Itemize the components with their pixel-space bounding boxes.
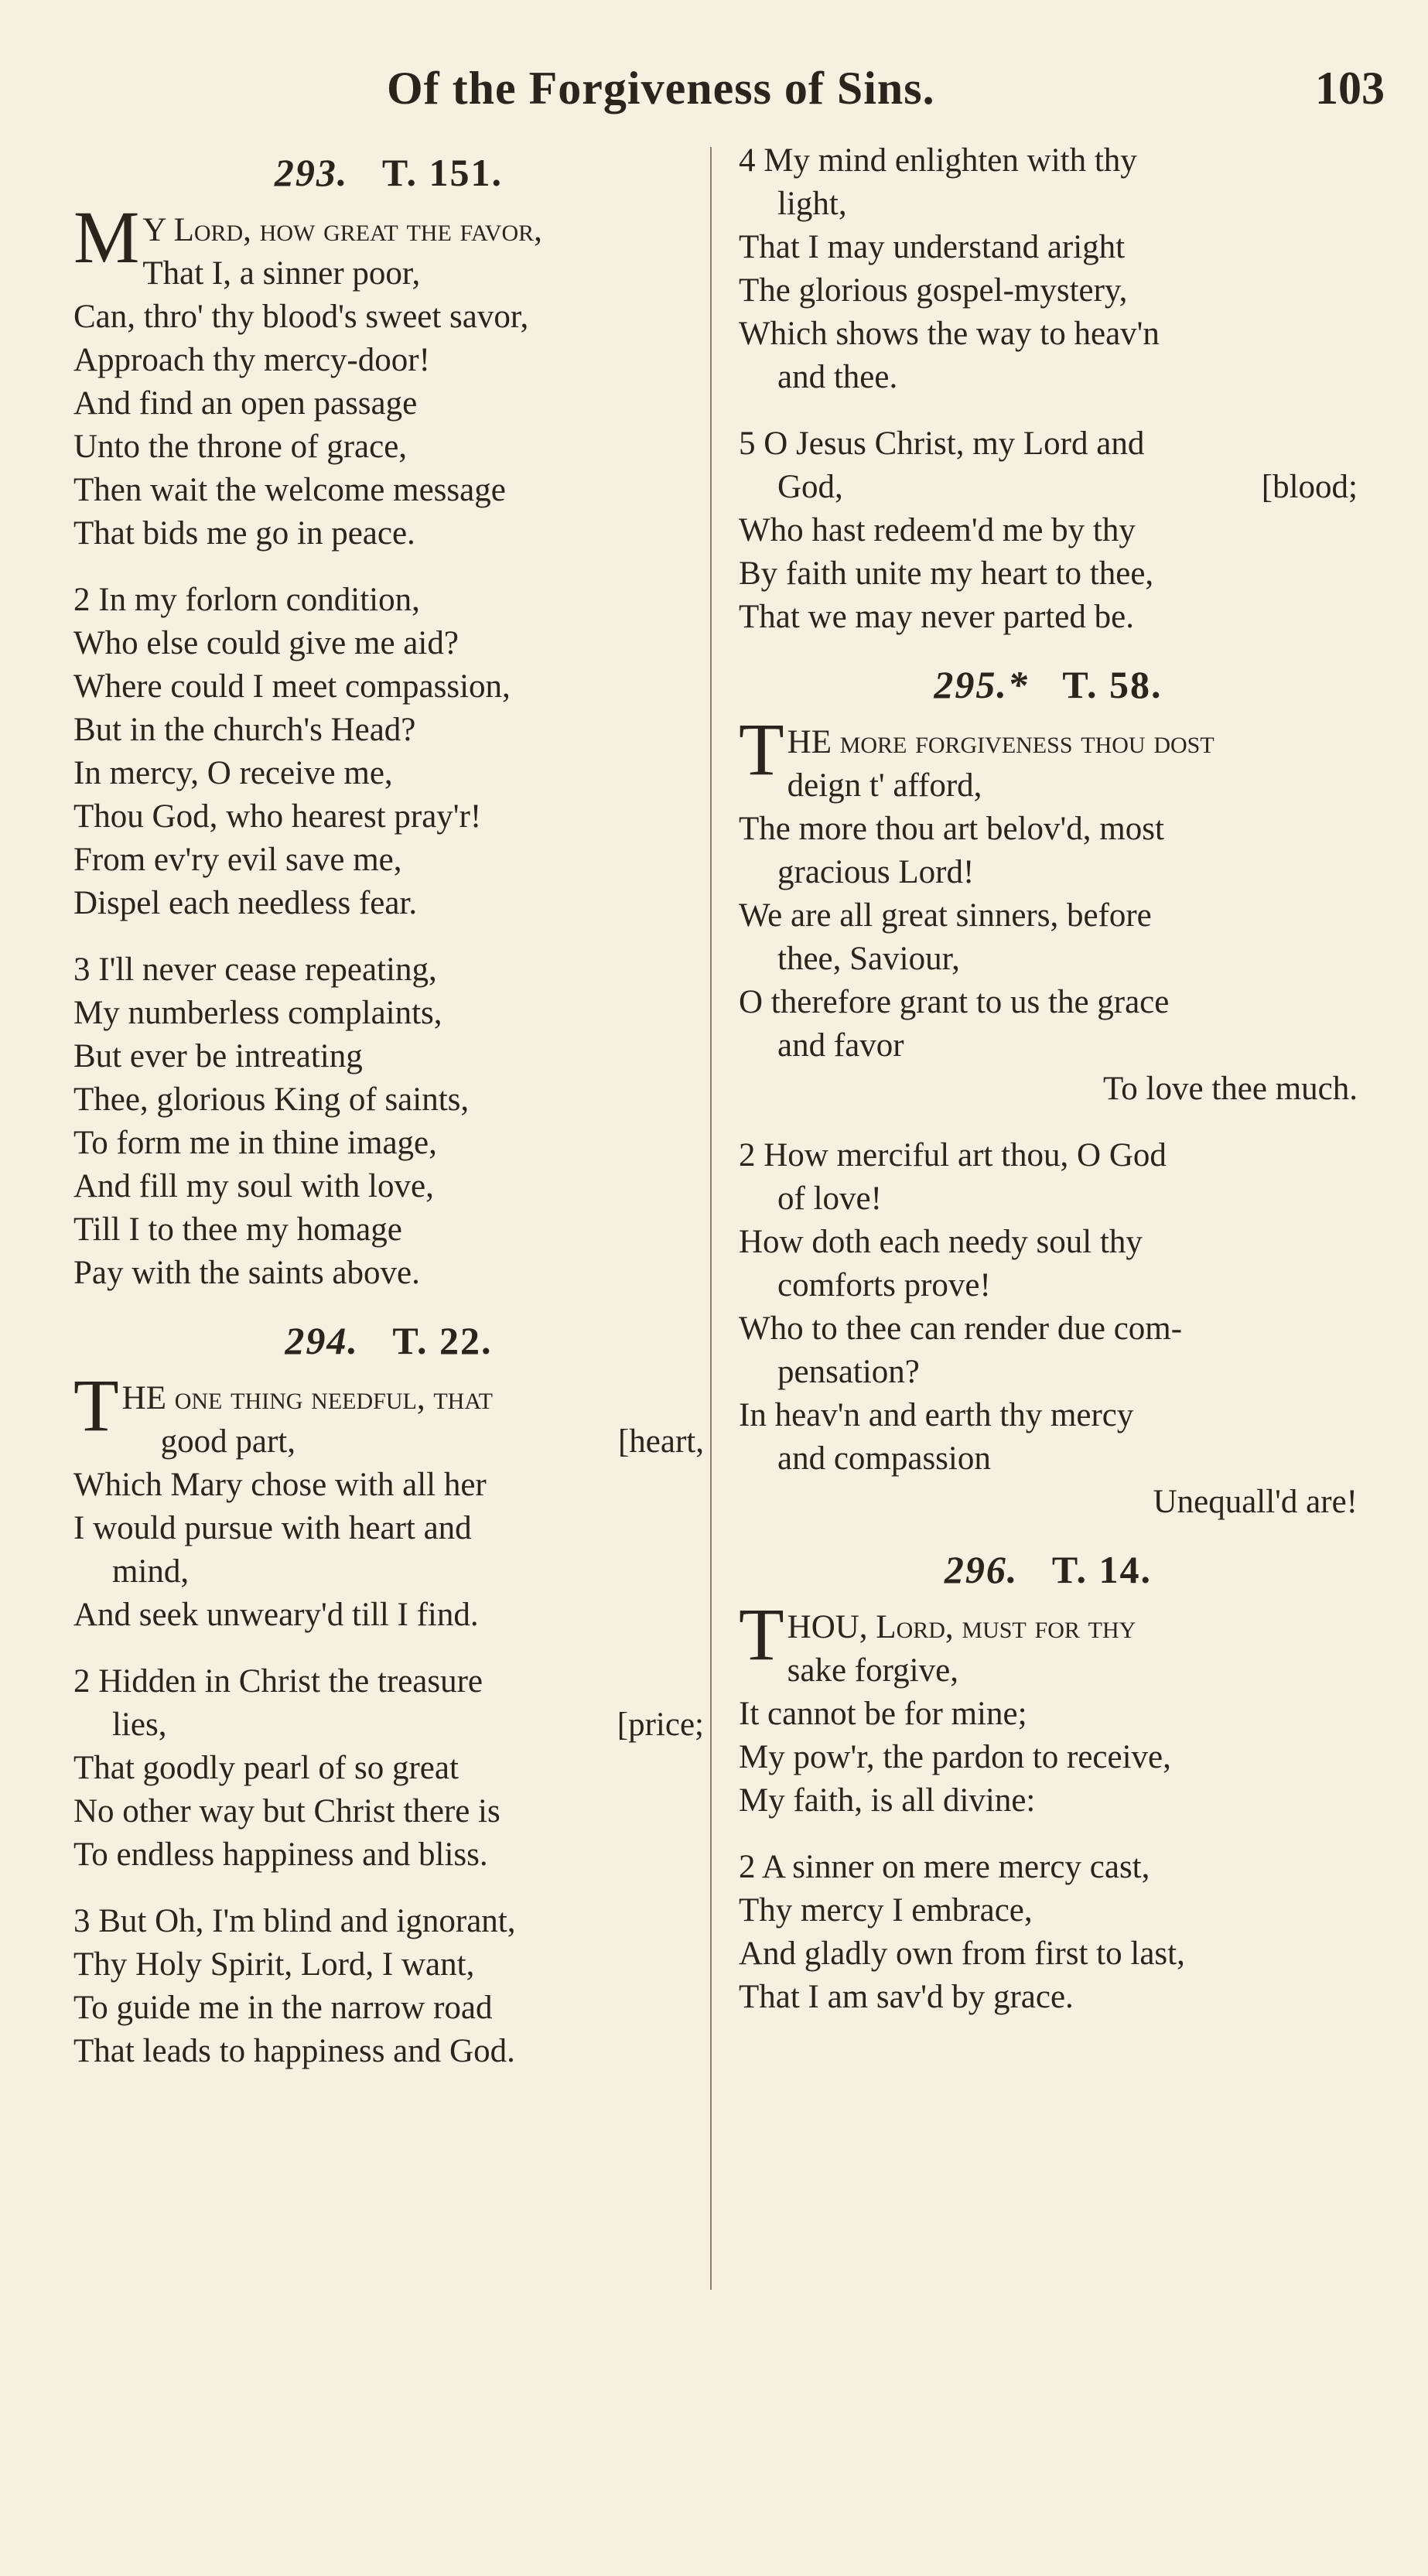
hymn-294-verse-2 [73,1660,704,1877]
verse-line: Thee, glorious King of saints, [73,1081,470,1118]
verse-line: My faith, is all divine: [739,1782,1036,1819]
hymn-number: 294. [285,1319,359,1362]
hymn-293-verse-3 [73,948,704,1295]
verse-line: But ever be intreating [73,1038,363,1074]
verse-line: That I may understand aright [739,229,1126,265]
verse-line: Y Lord, how great the favor, [142,212,542,248]
tune-number: T. 22. [392,1319,493,1362]
verse-line: good part, [160,1423,296,1460]
verse-line-bracket: [blood; [1261,469,1358,505]
verse-line: HOU, Lord, must for thy [787,1609,1136,1645]
verse-line: 2 In my forlorn condition, [73,582,420,618]
right-column [739,139,1358,2042]
hymn-number: 295.* [934,663,1029,706]
verse-line: HE one thing needful, that [121,1380,493,1416]
hymn-294-verse-3 [73,1900,704,2073]
verse-line: lies, [112,1707,167,1743]
hymn-heading-295 [739,662,1358,707]
verse-line: I would pursue with heart and [73,1510,472,1546]
verse-line: pensation? [777,1354,920,1390]
page-header [0,54,1428,124]
hymn-heading-293 [73,150,704,195]
drop-cap: T [739,708,784,791]
drop-cap: M [73,196,140,278]
verse-line: 4 My mind enlighten with thy [739,142,1137,179]
verse-line: sake forgive, [787,1652,958,1689]
verse-line: And find an open passage [73,385,418,422]
verse-line: And gladly own from first to last, [739,1935,1185,1972]
verse-line: The more thou art belov'd, most [739,811,1164,847]
verse-line: Dispel each needless fear. [73,885,418,921]
verse-line: Who else could give me aid? [73,625,459,661]
verse-line: of love! [777,1180,882,1217]
tune-number: T. 14. [1051,1548,1153,1591]
hymn-296-verse-2 [739,1846,1358,2019]
verse-line: No other way but Christ there is [73,1793,500,1830]
verse-line: The glorious gospel-mystery, [739,272,1128,309]
verse-line: It cannot be for mine; [739,1696,1027,1732]
hymn-number: 296. [944,1548,1019,1591]
verse-line: My numberless complaints, [73,995,442,1031]
verse-line: To love thee much. [1103,1071,1358,1107]
verse-line: 2 How merciful art thou, O God [739,1137,1167,1174]
verse-line: Who to thee can render due com- [739,1310,1183,1347]
column-divider [710,147,712,2290]
verse-line: and compassion [777,1440,991,1477]
hymn-294-verse-1 [73,1364,704,1637]
verse-line: and thee. [777,359,898,395]
verse-line: 5 O Jesus Christ, my Lord and [739,425,1145,462]
verse-line: That bids me go in peace. [73,515,415,552]
verse-line: thee, Saviour, [777,941,960,977]
hymn-295-verse-1 [739,708,1358,1111]
hymn-293-verse-2 [73,579,704,925]
verse-line: O therefore grant to us the grace [739,984,1170,1020]
verse-line: Then wait the welcome message [73,472,506,508]
verse-line: By faith unite my heart to thee, [739,555,1154,592]
verse-line: Till I to thee my homage [73,1211,402,1248]
verse-line: God, [777,469,843,505]
verse-line: That leads to happiness and God. [73,2033,515,2069]
verse-line: To form me in thine image, [73,1125,437,1161]
verse-line: Who hast redeem'd me by thy [739,512,1136,548]
left-column [73,139,704,2096]
verse-line: Unto the throne of grace, [73,429,408,465]
hymn-295-verse-2 [739,1134,1358,1524]
verse-line: And seek unweary'd till I find. [73,1597,479,1633]
page-number: 103 [1315,63,1385,114]
verse-line: HE more forgiveness thou dost [787,724,1214,760]
verse-line: Thou God, who hearest pray'r! [73,798,482,835]
hymn-number: 293. [274,151,349,194]
verse-line: 3 I'll never cease repeating, [73,951,437,988]
tune-number: T. 151. [381,151,504,194]
drop-cap: T [739,1593,784,1676]
verse-line: In mercy, O receive me, [73,755,393,791]
verse-line: But in the church's Head? [73,712,416,748]
verse-line: 2 A sinner on mere mercy cast, [739,1849,1150,1885]
verse-line: light, [777,186,847,222]
verse-line: Which Mary chose with all her [73,1467,487,1503]
verse-line: Can, thro' thy blood's sweet savor, [73,299,529,335]
running-title: Of the Forgiveness of Sins. [387,63,935,114]
hymn-heading-296 [739,1547,1358,1592]
verse-line: comforts prove! [777,1267,991,1303]
drop-cap: T [73,1364,119,1447]
verse-line: That I, a sinner poor, [142,255,421,292]
verse-line: 3 But Oh, I'm blind and ignorant, [73,1903,516,1939]
verse-line: Pay with the saints above. [73,1255,420,1291]
verse-line: Thy Holy Spirit, Lord, I want, [73,1946,475,1983]
verse-line: And fill my soul with love, [73,1168,434,1204]
verse-line: Where could I meet compassion, [73,668,511,705]
verse-line-bracket: [heart, [617,1423,704,1460]
verse-line: To guide me in the narrow road [73,1990,493,2026]
verse-line: Thy mercy I embrace, [739,1892,1033,1929]
hymn-296-verse-1 [739,1593,1358,1823]
verse-line: gracious Lord! [777,854,975,890]
hymn-294-verse-4 [739,139,1358,399]
verse-line: That I am sav'd by grace. [739,1979,1074,2015]
verse-line: My pow'r, the pardon to receive, [739,1739,1171,1775]
verse-line: That we may never parted be. [739,599,1134,635]
verse-line: How doth each needy soul thy [739,1224,1143,1260]
hymn-293-verse-1 [73,196,704,555]
verse-line: From ev'ry evil save me, [73,842,402,878]
verse-line: Approach thy mercy-door! [73,342,430,378]
verse-line: mind, [112,1553,190,1590]
hymn-heading-294 [73,1318,704,1363]
verse-line-bracket: [price; [617,1707,704,1743]
verse-line: 2 Hidden in Christ the treasure [73,1663,483,1700]
verse-line: That goodly pearl of so great [73,1750,459,1786]
verse-line: We are all great sinners, before [739,897,1152,934]
verse-line: deign t' afford, [787,767,982,804]
verse-line: Unequall'd are! [1153,1484,1358,1520]
verse-line: To endless happiness and bliss. [73,1836,488,1873]
verse-line: In heav'n and earth thy mercy [739,1397,1134,1433]
tune-number: T. 58. [1062,663,1163,706]
verse-line: Which shows the way to heav'n [739,316,1160,352]
hymn-294-verse-5 [739,422,1358,639]
verse-line: and favor [777,1027,904,1064]
